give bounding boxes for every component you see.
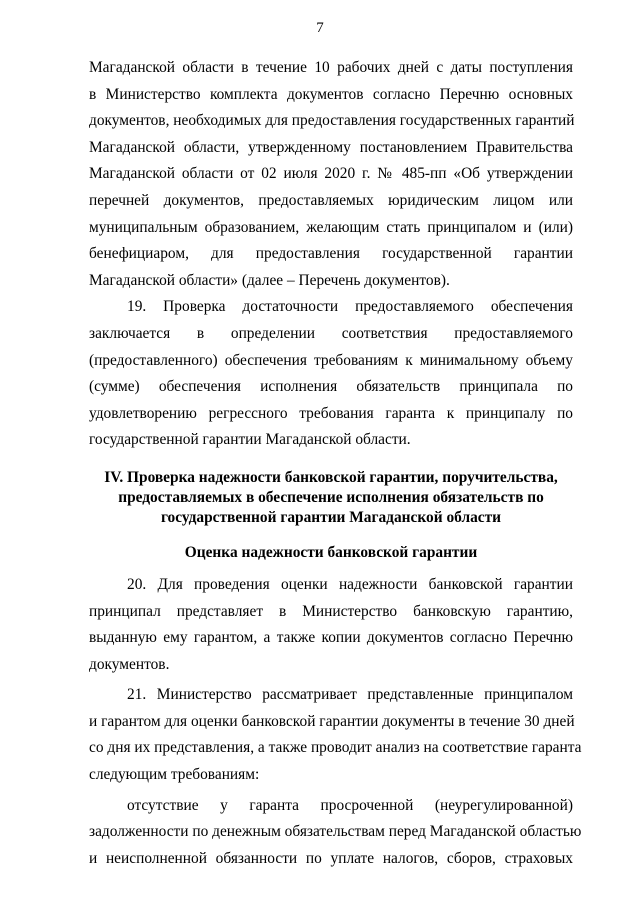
paragraph-21 [89,682,582,788]
text-line: и гарантом для оценки банковской гарантии документы в течение 30 дней [89,712,575,730]
heading-line: предоставляемых в обеспечение исполнения обязательств по [118,488,544,506]
text-line: (сумме) обеспечения исполнения обязательств принципала по [89,378,573,396]
page-number: 7 [316,20,324,36]
text-line: Магаданской области, утвержденному постановлением Правительства [89,138,573,156]
text-line: в Министерство комплекта документов согласно Перечню основных [89,85,573,103]
text-line: Магаданской области от 02 июля 2020 г. № 485-пп «Об утверждении [89,165,573,183]
section-heading-iv [89,468,573,528]
text-line: документов, необходимых для предоставления государственных гарантий [89,112,575,130]
text-line: Магаданской области в течение 10 рабочих дней с даты поступления [89,59,573,76]
text-line: 19. Проверка достаточности предоставляемого обеспечения [127,298,573,316]
text-line: и неисполненной обязанности по уплате налогов, сборов, страховых [89,849,573,867]
paragraph-requirement [89,793,582,873]
paragraph-19 [89,294,573,454]
document-body [89,55,582,872]
text-line: Магаданской области» (далее – Перечень документов). [89,271,450,289]
text-line: 21. Министерство рассматривает представленные принципалом [127,686,573,704]
paragraph-continuation [89,55,573,294]
text-line: (предоставленного) обеспечения требованиям к минимальному объему [89,351,573,369]
text-line: со дня их представления, а также проводит анализ на соответствие гаранта [89,739,582,757]
text-line: государственной гарантии Магаданской области. [89,431,411,449]
text-line: удовлетворению регрессного требования гаранта к принципалу по [89,404,573,422]
text-line: следующим требованиям: [89,766,260,784]
paragraph-20 [89,572,573,678]
heading-line: IV. Проверка надежности банковской гарантии, поручительства, [104,468,558,486]
text-line: выданную ему гарантом, а также копии документов согласно Перечню [89,629,573,647]
text-line: бенефициаром, для предоставления государственной гарантии [89,245,573,263]
text-line: документов. [89,655,170,673]
text-line: отсутствие у гаранта просроченной (неурегулированной) [127,796,573,814]
text-line: 20. Для проведения оценки надежности банковской гарантии [127,575,573,593]
text-line: заключается в определении соответствия предоставляемого [89,324,573,342]
heading-line: государственной гарантии Магаданской области [160,508,502,526]
text-line: принципал представляет в Министерство банковскую гарантию, [89,602,573,620]
text-line: перечней документов, предоставляемых юридическим лицом или [89,191,573,209]
text-line: задолженности по денежным обязательствам перед Магаданской областью [89,823,582,841]
subheading: Оценка надежности банковской гарантии [184,543,478,561]
text-line: муниципальным образованием, желающим стать принципалом и (или) [89,218,573,236]
